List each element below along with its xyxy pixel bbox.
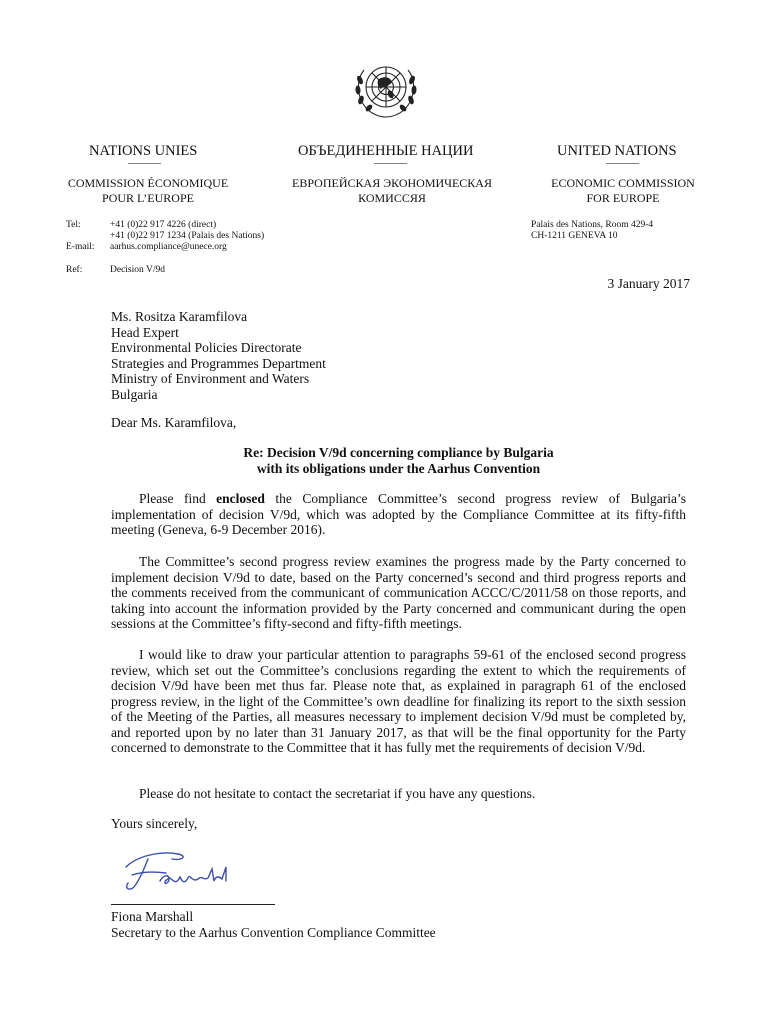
tel-palais: +41 (0)22 917 1234 (Palais des Nations)	[110, 231, 265, 241]
paragraph-2: The Committee’s second progress review examines the progress made by the Party concerned to implement decision V/9d to date, based on the Party concerned’s second and third progress reports and the comments received from the communicant of communication ACCC/C/2011/58 on those reports, and taking into account the information provided by the Party concerned and communicant during the open sessions at the Committee’s fifty-second and fifty-fifth meetings.	[111, 554, 686, 631]
recipient-address: Ms. Rositza Karamfilova Head Expert Environmental Policies Directorate Strategies and Programmes Department Ministry of Environment and Waters Bulgaria	[111, 309, 326, 402]
org-name-russian: ОБЪЕДИНЕННЫЕ НАЦИИ	[298, 143, 474, 159]
paragraph-3: I would like to draw your particular attention to paragraphs 59-61 of the enclosed second progress review, which set out the Committee’s conclusions regarding the extent to which the requirements of decision V/9d have been met thus far. Please note that, as explained in paragraph 61 of the enclosed progress review, in the light of the Committee’s own deadline for finalizing its report to the sixth session of the Meeting of the Parties, all measures necessary to implement decision V/9d must be completed by, and reported upon by no later than 31 January 2017, as that will be the final opportunity for the Party concerned to demonstrate to the Committee that it has fully met the requirements of decision V/9d.	[111, 647, 686, 755]
letter-date: 3 January 2017	[607, 276, 690, 291]
ref-value: Decision V/9d	[110, 265, 165, 275]
commission-english: ECONOMIC COMMISSION FOR EUROPE	[551, 176, 695, 205]
paragraph-1: Please find enclosed the Compliance Committee’s second progress review of Bulgaria’s implementation of decision V/9d, which was adopted by the Compliance Committee at its fifty-fifth meeting (Geneva, 6-9 December 2016).	[111, 491, 686, 537]
address-line-1: Palais des Nations, Room 429-4	[531, 220, 654, 230]
divider-french: ———	[128, 157, 161, 169]
tel-direct: +41 (0)22 917 4226 (direct)	[110, 220, 217, 230]
org-name-english: UNITED NATIONS	[557, 143, 677, 159]
ref-label: Ref:	[66, 265, 83, 275]
signatory-title: Secretary to the Aarhus Convention Compliance Committee	[111, 925, 436, 940]
org-name-french: NATIONS UNIES	[89, 143, 198, 159]
handwritten-signature-icon	[118, 845, 238, 893]
subject-line: Re: Decision V/9d concerning compliance by Bulgaria with its obligations under the Aarhus Convention	[243, 445, 554, 476]
tel-label: Tel:	[66, 220, 81, 230]
signature-line	[111, 904, 275, 905]
address-line-2: CH-1211 GENEVA 10	[531, 231, 618, 241]
divider-english: ———	[606, 157, 639, 169]
paragraph-4: Please do not hesitate to contact the secretariat if you have any questions.	[139, 786, 536, 801]
commission-russian: ЕВРОПЕЙСКАЯ ЭКОНОМИЧЕСКАЯ КОМИССЯЯ	[292, 176, 492, 205]
un-emblem-icon	[350, 58, 422, 120]
salutation: Dear Ms. Karamfilova,	[111, 415, 237, 430]
signatory-name: Fiona Marshall	[111, 909, 194, 924]
commission-french: COMMISSION ÉCONOMIQUE POUR L’EUROPE	[67, 176, 229, 205]
closing: Yours sincerely,	[111, 816, 198, 831]
email-label: E-mail:	[66, 242, 95, 252]
divider-russian: ———	[374, 157, 407, 169]
email-link[interactable]: aarhus.compliance@unece.org	[110, 242, 227, 252]
